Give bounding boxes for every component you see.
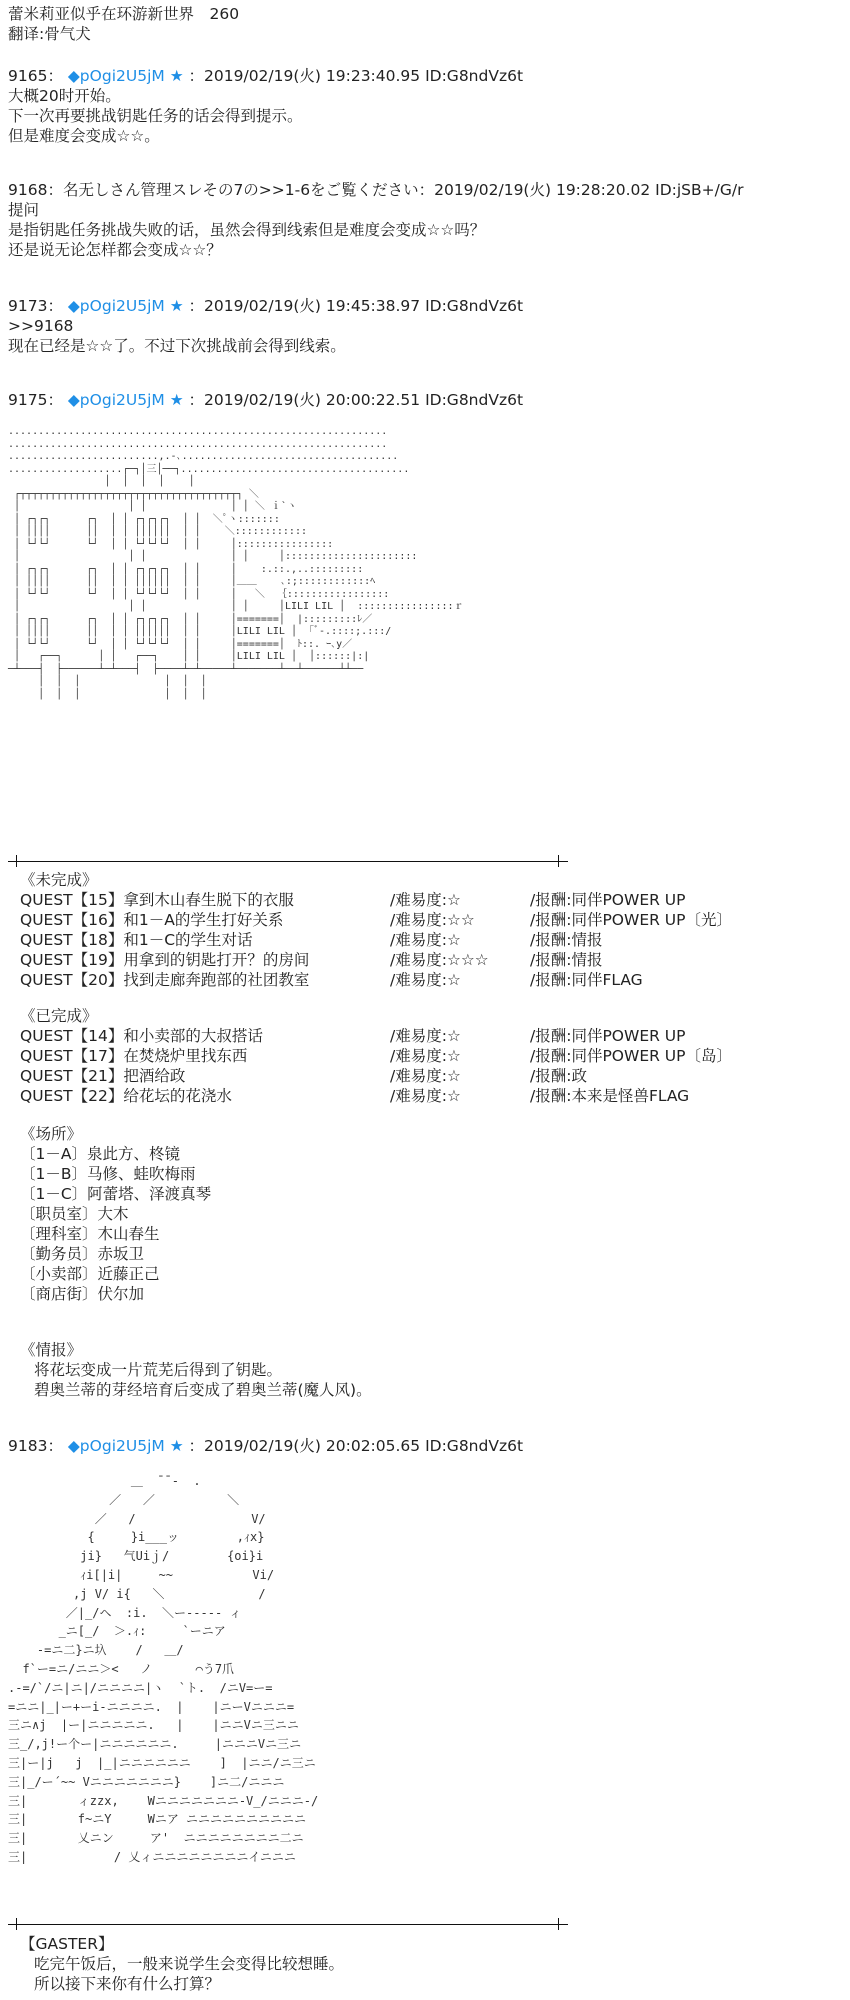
translator-credit: 翻译:骨气犬	[8, 25, 91, 43]
poster-trip[interactable]: ◆pOgi2U5jM	[67, 297, 165, 315]
thread-title: 蕾米莉亚似乎在环游新世界 260	[8, 5, 240, 23]
quest-name: QUEST【14】和小卖部的大叔搭话	[20, 1027, 263, 1045]
place-item: 〔勤务员〕赤坂卫	[20, 1245, 145, 1263]
quest-difficulty: /难易度:☆	[390, 1027, 461, 1045]
quest-difficulty: /难易度:☆☆	[390, 911, 475, 929]
reply-link[interactable]: >>9168	[8, 317, 74, 335]
post-line: 但是难度会变成☆☆。	[8, 127, 160, 145]
school-building-ascii-art: ............................................................... ............................................................... .........................,.-､.................................... ...................┌─┐│三│──┐...................................... │ │ │ │ │ ┌┬┬┬┬┬┬┬┬┬┬┬┬┬┬┬┬┬┬┬┬┬┬┬┬┬┬┬┬┬┬┬┬┬┬┬┬┐ ＼ │ │ │ │ │ ＼ ｉ`ヽ │ ┌┐┌┐ ┌┐ │ │ ┌┐┌┐┌┐ │ │ ＼ﾟヽ::::::: │ ││││ ││ │ │ ││││││ │ │ ＼:::::::::::: │ └┘└┘ └┘ │ │ └┘└┘└┘ │ │ │:::::::::::::::: │ │ │ │ │ │:::::::::::::::::::::: │ ┌┐┌┐ ┌┐ │ │ ┌┐┌┐┌┐ │ │ │ :.::.,..::::::::: │ ││││ ││ │ │ ││││││ │ │ │＿＿ ､:;::::::::::::ﾍ │ └┘└┘ └┘ │ │ └┘└┘└┘ │ │ │ ＼ ｛::::::::::::::::: │ │ │ │ │ │LILI LIL │ ::::::::::::::::ｒ │ ┌┐┌┐ ┌┐ │ │ ┌┐┌┐┌┐ │ │ │=======│ |:::::::::ﾚ／ │ ││││ ││ │ │ ││││││ │ │ │LILI LIL │ ｢ﾞ-.::::;.:::/ │ └┘└┘ └┘ │ │ └┘└┘└┘ │ │ │=======│ ﾄ::. ｰ､y／ │ ┌──┐ │ │ ┌──┐ │ │ │LILI LIL │ │::::::|:| ─┴───┤ ├──────┴─┴───┤ ├────┴─┴─────┴───────┴──┴──────┴┴── │ │ │ │ │ │ │ │ │ │ │ │	[8, 426, 464, 700]
quest-difficulty: /难易度:☆	[390, 1047, 461, 1065]
quest-reward: /报酬:政	[530, 1067, 587, 1085]
quest-reward: /报酬:同伴POWER UP	[530, 891, 686, 909]
post-meta: ：2019/02/19(火) 20:00:22.51 ID:G8ndVz6t	[188, 391, 524, 409]
quest-name: QUEST【18】和1－C的学生对话	[20, 931, 253, 949]
post-line: 提问	[8, 201, 40, 219]
quest-reward: /报酬:情报	[530, 951, 603, 969]
dialogue-line: 吃完午饭后，一般来说学生会变得比较想睡。	[34, 1955, 345, 1973]
quest-reward: /报酬:同伴POWER UP	[530, 1027, 686, 1045]
quest-name: QUEST【17】在焚烧炉里找东西	[20, 1047, 248, 1065]
post-header	[8, 390, 523, 410]
quest-difficulty: /难易度:☆	[390, 891, 461, 909]
quest-name: QUEST【22】给花坛的花浇水	[20, 1087, 232, 1105]
quest-name: QUEST【21】把酒给政	[20, 1067, 186, 1085]
post-line: 是指钥匙任务挑战失败的话，虽然会得到线索但是难度会变成☆☆吗？	[8, 221, 486, 239]
place-item: 〔理科室〕木山春生	[20, 1225, 160, 1243]
poster-trip[interactable]: ◆pOgi2U5jM	[67, 67, 165, 85]
post-line: 大概20时开始。	[8, 87, 121, 105]
divider-tick	[16, 855, 17, 867]
quest-name: QUEST【16】和1－A的学生打好关系	[20, 911, 284, 929]
post-meta: ：2019/02/19(火) 19:45:38.97 ID:G8ndVz6t	[188, 297, 524, 315]
post-line: 现在已经是☆☆了。不过下次挑战前会得到线索。	[8, 337, 346, 355]
quest-difficulty: /难易度:☆	[390, 1087, 461, 1105]
divider-tick	[558, 1918, 559, 1930]
quest-reward: /报酬:情报	[530, 931, 603, 949]
post-number: 9175：	[8, 391, 63, 409]
star-icon: ★	[169, 297, 184, 315]
place-item: 〔1－C〕阿蕾塔、泽渡真琴	[20, 1185, 212, 1203]
quest-name: QUEST【19】用拿到的钥匙打开？的房间	[20, 951, 310, 969]
place-item: 〔商店街〕伏尔加	[20, 1285, 145, 1303]
place-item: 〔1－B〕马修、蛙吹梅雨	[20, 1165, 196, 1183]
quest-name: QUEST【20】找到走廊奔跑部的社团教室	[20, 971, 310, 989]
star-icon: ★	[169, 67, 184, 85]
post-number: 9165：	[8, 67, 63, 85]
speaker-name: 【GASTER】	[20, 1935, 114, 1953]
post-header: 9168：名无しさん管理スレその7の>>1-6をご覧ください：2019/02/19(火) 19:28:20.02 ID:jSB+/G/r	[8, 181, 744, 199]
place-item: 〔小卖部〕近藤正己	[20, 1265, 160, 1283]
poster-trip[interactable]: ◆pOgi2U5jM	[67, 1437, 165, 1455]
post-meta: ：2019/02/19(火) 20:02:05.65 ID:G8ndVz6t	[188, 1437, 524, 1455]
post-number: 9173：	[8, 297, 63, 315]
post-line: 下一次再要挑战钥匙任务的话会得到提示。	[8, 107, 303, 125]
quest-name: QUEST【15】拿到木山春生脱下的衣服	[20, 891, 294, 909]
divider	[8, 861, 568, 862]
post-meta: ：2019/02/19(火) 19:23:40.95 ID:G8ndVz6t	[188, 67, 524, 85]
dialogue-line: 所以接下来你有什么打算？	[34, 1975, 221, 1993]
poster-trip[interactable]: ◆pOgi2U5jM	[67, 391, 165, 409]
quest-difficulty: /难易度:☆☆☆	[390, 951, 489, 969]
post-number: 9183：	[8, 1437, 63, 1455]
info-item: 将花坛变成一片荒芜后得到了钥匙。	[34, 1361, 283, 1379]
quest-difficulty: /难易度:☆	[390, 931, 461, 949]
quest-reward: /报酬:本来是怪兽FLAG	[530, 1087, 690, 1105]
post-header	[8, 1436, 523, 1456]
section-title-unfinished: 《未完成》	[20, 871, 98, 889]
quest-reward: /报酬:同伴FLAG	[530, 971, 643, 989]
star-icon: ★	[169, 391, 184, 409]
post-header	[8, 296, 523, 316]
divider	[8, 1924, 568, 1925]
info-item: 碧奥兰蒂的芽经培育后变成了碧奥兰蒂(魔人风)。	[34, 1381, 372, 1399]
section-title-places: 《场所》	[20, 1125, 83, 1143]
section-title-finished: 《已完成》	[20, 1007, 98, 1025]
place-item: 〔1－A〕泉此方、柊镜	[20, 1145, 180, 1163]
quest-reward: /报酬:同伴POWER UP〔光〕	[530, 911, 733, 929]
quest-difficulty: /难易度:☆	[390, 1067, 461, 1085]
divider-tick	[558, 855, 559, 867]
divider-tick	[16, 1918, 17, 1930]
place-item: 〔职员室〕大木	[20, 1205, 129, 1223]
post-line: 还是说无论怎样都会变成☆☆？	[8, 241, 222, 259]
post-header	[8, 66, 523, 86]
quest-reward: /报酬:同伴POWER UP〔岛〕	[530, 1047, 733, 1065]
star-icon: ★	[169, 1437, 184, 1455]
gaster-ascii-art: ＿ ̄ ̄ ‐ . ／ ／ ＼ ／ / V/ { }i___ッ ,ｨx} ji} 气Uiｊ/ {oi}i ｨi[|i| ~~ Vi/ ,j V/ i{ ＼ / ／|_/ヘ :i. ＼ー----- ィ _ニ[_/ ＞.ｨ: `ーニア -=ニ二}ニ圦 / ＿/ f`ー=ニ/ニニ＞< ノ ⌒う7爪 .-=/`/ニ|ニ|/ニニニニ|ヽ `ト. /ニV=ー= =ニニ|_|ー+ーi-ニニニニ. | |ニーVニニニ= 三ニ∧j |ー|ニニニニニ. | |ニニVニ三ニニ 三_/,j!ー个ー|ニニニニニニ. |ニニニVニ三ニ 三|ー|j j |_|ニニニニニニ ] |ニニ/ニ三ニ 三|_/ー´~~ Vニニニニニニニ} ]ニ二/ニニニ 三| ィzzx, Wニニニニニニニ-V_/ニニニ-/ 三| f~ニY Wニア ニニニニニニニニニニ 三| 乂ニン ア' ニニニニニニニニ二ニ 三| / 乂ィニニニニニニニニイニニニ	[8, 1474, 319, 1864]
section-title-info: 《情报》	[20, 1341, 83, 1359]
quest-difficulty: /难易度:☆	[390, 971, 461, 989]
